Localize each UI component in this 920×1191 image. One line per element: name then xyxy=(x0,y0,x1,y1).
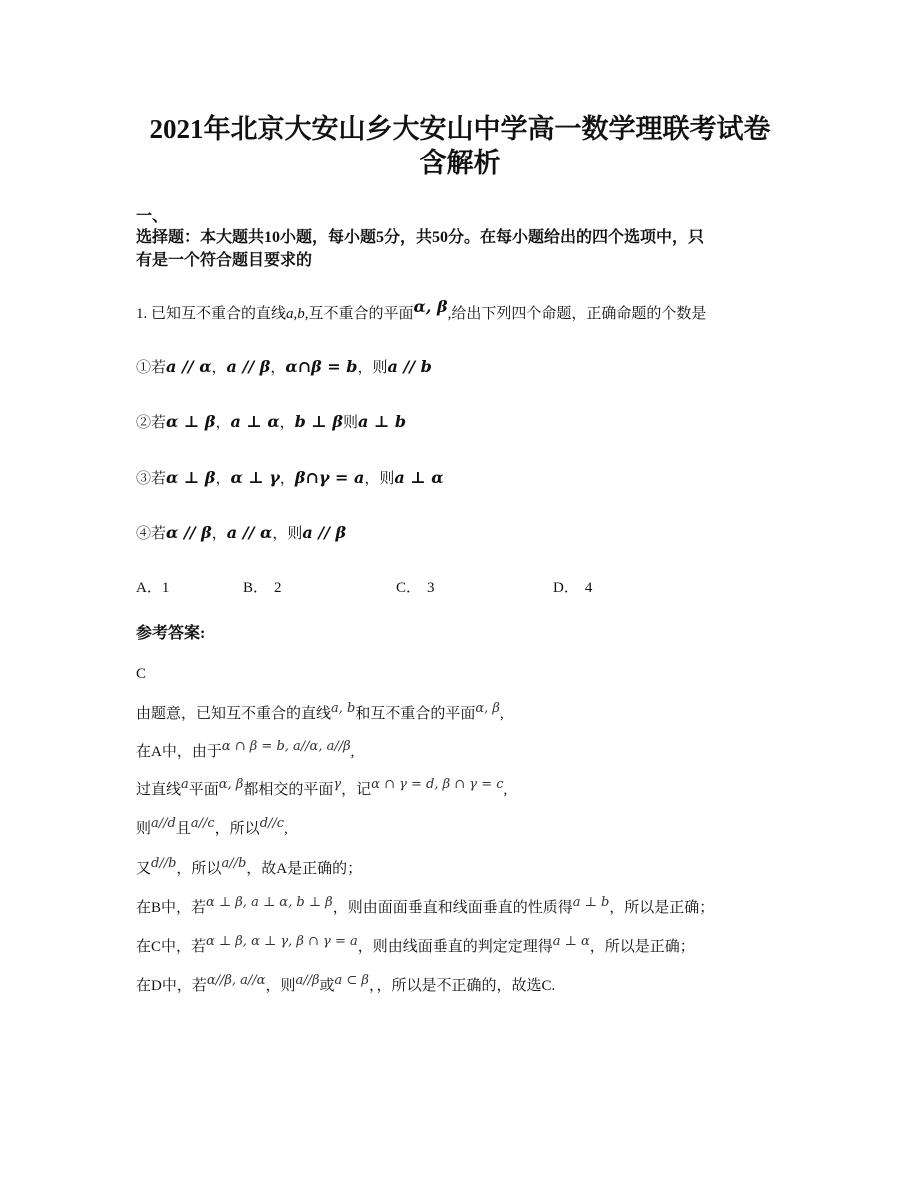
prop-then: ，则 xyxy=(357,360,388,376)
stem-lines-vars: a,b xyxy=(286,306,305,322)
option-value: 2 xyxy=(274,580,282,596)
text: 都相交的平面 xyxy=(243,782,334,798)
text: 在D中，若 xyxy=(136,978,207,994)
formula: d//b xyxy=(151,856,177,871)
prop-result: a // β xyxy=(302,523,347,542)
formula: α ⊥ β, α ⊥ γ, β ∩ γ = a xyxy=(206,934,358,949)
text: ，，所以是不正确的，故选C. xyxy=(368,978,556,994)
proposition-4 xyxy=(136,522,346,545)
text: 在C中，若 xyxy=(136,939,207,955)
text: ，则由线面垂直的判定定理得 xyxy=(357,939,553,955)
doc-title-line2: 含解析 xyxy=(419,148,501,178)
prop-cond-3: β∩γ = a xyxy=(294,468,365,487)
prop-result: a // b xyxy=(387,357,432,376)
prop-cond-1: α ⊥ β xyxy=(166,468,216,487)
formula: α, β xyxy=(218,777,244,792)
text: 在A中，由于 xyxy=(136,744,222,760)
text: ，所以是正确； xyxy=(589,939,695,955)
answer-choice: C xyxy=(136,666,147,682)
formula: a ⊥ b xyxy=(572,895,610,910)
prop-label: ④若 xyxy=(136,526,167,542)
text: 由题意，已知互不重合的直线 xyxy=(136,706,332,722)
text: ，则由面面垂直和线面垂直的性质得 xyxy=(332,900,573,916)
stem-planes-formula: α, β xyxy=(413,297,448,316)
formula: a//b xyxy=(221,856,247,871)
explain-line-1 xyxy=(136,703,504,726)
prop-cond-1: α // β xyxy=(166,523,212,542)
text: ，所以是正确； xyxy=(609,900,715,916)
text: 又 xyxy=(136,861,152,877)
option-a[interactable] xyxy=(136,576,169,597)
formula: α ∩ β = b, a//α, a//β xyxy=(221,739,351,754)
text: 平面 xyxy=(188,782,219,798)
prop-cond-3: b ⊥ β xyxy=(294,412,343,431)
prop-cond-1: a // α xyxy=(166,357,212,376)
option-letter: D． xyxy=(553,580,579,596)
option-b[interactable] xyxy=(243,576,282,597)
prop-then: ，则 xyxy=(272,526,303,542)
text: 在B中，若 xyxy=(136,900,207,916)
doc-title-line1: 2021年北京大安山乡大安山中学高一数学理联考试卷 xyxy=(149,114,771,144)
option-d[interactable] xyxy=(553,576,592,597)
formula: a xyxy=(181,777,189,792)
formula: α//β, a//α xyxy=(206,973,266,988)
prop-cond-2: α ⊥ γ xyxy=(230,468,280,487)
text: 或 xyxy=(319,978,335,994)
option-value: 3 xyxy=(427,580,435,596)
formula: a//d xyxy=(151,816,176,831)
explain-line-6 xyxy=(136,897,714,920)
prop-sep: ， xyxy=(215,415,231,431)
formula: α ∩ γ = d, β ∩ γ = c xyxy=(371,777,504,792)
option-letter: C． xyxy=(396,580,422,596)
option-letter: B． xyxy=(243,580,269,596)
formula: γ xyxy=(333,777,342,792)
formula: α, β xyxy=(475,701,500,716)
text: 和互不重合的平面 xyxy=(355,706,476,722)
explain-line-4 xyxy=(136,818,288,841)
formula: a//c xyxy=(190,816,215,831)
formula: a, b xyxy=(331,701,356,716)
text: ，所以 xyxy=(214,821,260,837)
text: , xyxy=(503,782,508,798)
explain-line-2 xyxy=(136,741,354,764)
prop-label: ①若 xyxy=(136,360,167,376)
option-value: 4 xyxy=(584,580,593,596)
prop-result: a ⊥ b xyxy=(358,412,407,431)
proposition-2 xyxy=(136,411,406,434)
prop-sep: ， xyxy=(270,360,286,376)
text: ，则 xyxy=(265,978,296,994)
prop-cond-1: α ⊥ β xyxy=(166,412,216,431)
explain-line-3 xyxy=(136,779,507,802)
stem-text-c: ,给出下列四个命题，正确命题的个数是 xyxy=(447,306,707,322)
option-value: 1 xyxy=(161,580,170,596)
prop-sep: ， xyxy=(215,471,231,487)
explain-line-5 xyxy=(136,858,362,881)
prop-then: ，则 xyxy=(364,471,395,487)
text: , xyxy=(284,821,288,837)
prop-cond-2: a // α xyxy=(226,523,273,542)
section-desc-line1: 选择题：本大题共10小题，每小题5分，共50分。在每小题给出的四个选项中，只 xyxy=(136,229,705,246)
section-number: 一、 xyxy=(136,208,169,225)
text: , xyxy=(499,706,504,722)
prop-label: ③若 xyxy=(136,471,167,487)
stem-text-a: 1. 已知互不重合的直线 xyxy=(136,306,287,322)
text: 过直线 xyxy=(136,782,182,798)
prop-label: ②若 xyxy=(136,415,167,431)
option-letter: A． xyxy=(136,580,162,596)
text: ，所以 xyxy=(176,861,222,877)
formula: a//β xyxy=(295,973,320,988)
prop-result: a ⊥ α xyxy=(394,468,444,487)
text: ，故A是正确的； xyxy=(246,861,363,877)
text: ，记 xyxy=(341,782,372,798)
formula: a ⊥ α xyxy=(552,934,590,949)
formula: a ⊂ β xyxy=(334,973,369,988)
text: 则 xyxy=(136,821,152,837)
answer-heading: 参考答案: xyxy=(136,625,206,642)
proposition-1 xyxy=(136,356,432,379)
proposition-3 xyxy=(136,467,444,490)
option-c[interactable] xyxy=(396,576,435,597)
prop-cond-2: a ⊥ α xyxy=(230,412,280,431)
prop-sep: ， xyxy=(211,526,227,542)
explain-line-7 xyxy=(136,936,695,959)
text: 且 xyxy=(175,821,191,837)
section-desc-line2: 有是一个符合题目要求的 xyxy=(136,252,313,269)
prop-cond-2: a // β xyxy=(226,357,271,376)
formula: α ⊥ β, a ⊥ α, b ⊥ β xyxy=(206,895,333,910)
formula: d//c xyxy=(259,816,285,831)
stem-text-b: ,互不重合的平面 xyxy=(304,306,414,322)
explain-line-8 xyxy=(136,975,555,998)
prop-cond-3: α∩β = b xyxy=(285,357,358,376)
prop-sep: ， xyxy=(279,415,295,431)
prop-sep: ， xyxy=(211,360,227,376)
text: , xyxy=(350,744,355,760)
question-stem xyxy=(136,297,707,325)
prop-sep: ， xyxy=(279,471,295,487)
prop-then: 则 xyxy=(342,415,358,431)
